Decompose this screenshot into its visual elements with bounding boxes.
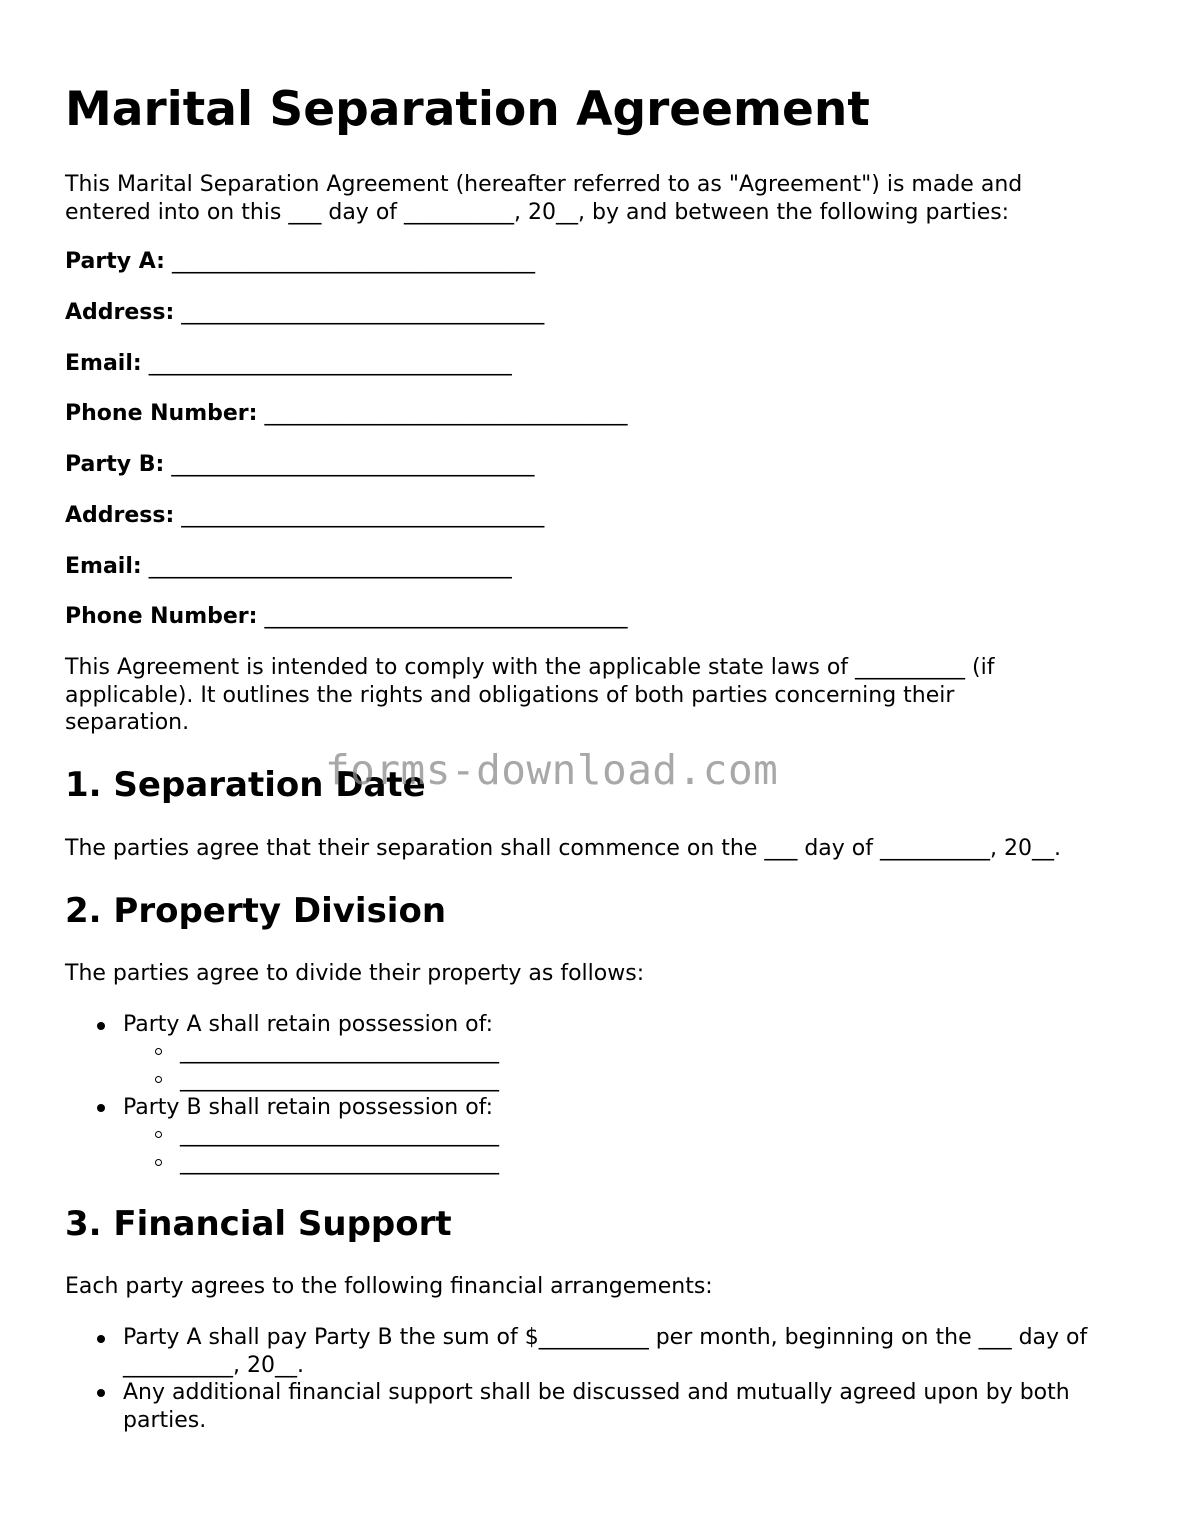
party-a-phone-field[interactable] [65, 400, 627, 428]
party-b-address-label: Address: [65, 503, 175, 528]
section-2-text: The parties agree to divide their property as follows: [65, 961, 645, 986]
party-b-email-label: Email: [65, 554, 142, 579]
party-a-email-blank[interactable]: _________________________________ [148, 351, 512, 376]
intro-paragraph: This Marital Separation Agreement (hereafter referred to as "Agreement") is made and entered into on this ___ day of __________, 20__, by and between the following parties: [65, 172, 1023, 225]
list-item-party-b-retain: Party B shall retain possession of: [123, 1095, 494, 1120]
party-b-name-field[interactable] [65, 451, 534, 479]
party-b-property-blank-1[interactable]: _____________________________ [180, 1122, 499, 1147]
section-2-heading: 2. Property Division [65, 891, 447, 931]
party-a-address-blank[interactable]: _________________________________ [181, 300, 545, 325]
party-b-name-blank[interactable]: _________________________________ [171, 452, 535, 477]
circle-bullet-icon [155, 1159, 162, 1166]
section-1-heading: 1. Separation Date [65, 765, 426, 805]
party-a-email-label: Email: [65, 351, 142, 376]
party-a-phone-label: Phone Number: [65, 401, 258, 426]
bullet-icon [97, 1022, 105, 1030]
party-a-property-blank-1[interactable]: _____________________________ [180, 1039, 499, 1064]
party-b-name-label: Party B: [65, 452, 165, 477]
party-b-email-blank[interactable]: _________________________________ [148, 554, 512, 579]
list-item-payment: Party A shall pay Party B the sum of $__________ per month, beginning on the ___ day of __________, 20__. [123, 1325, 1088, 1378]
party-a-address-field[interactable] [65, 299, 544, 327]
page-title: Marital Separation Agreement [65, 82, 870, 137]
section-3-heading: 3. Financial Support [65, 1204, 452, 1244]
party-b-phone-label: Phone Number: [65, 604, 258, 629]
party-a-property-blank-2[interactable]: _____________________________ [180, 1067, 499, 1092]
party-b-address-blank[interactable]: _________________________________ [181, 503, 545, 528]
compliance-paragraph: This Agreement is intended to comply with the applicable state laws of __________ (if applicable). It outlines the rights and obligations of both parties concerning their separation. [65, 655, 995, 735]
circle-bullet-icon [155, 1048, 162, 1055]
party-b-property-blank-2[interactable]: _____________________________ [180, 1150, 499, 1175]
circle-bullet-icon [155, 1076, 162, 1083]
party-a-address-label: Address: [65, 300, 175, 325]
circle-bullet-icon [155, 1131, 162, 1138]
bullet-icon [97, 1104, 105, 1112]
watermark: forms-download.com [325, 746, 779, 794]
list-item-additional-support: Any additional financial support shall be discussed and mutually agreed upon by both parties. [123, 1380, 1070, 1433]
party-b-address-field[interactable] [65, 502, 544, 530]
party-a-name-field[interactable] [65, 248, 535, 276]
party-b-phone-blank[interactable]: _________________________________ [264, 604, 628, 629]
bullet-icon [97, 1335, 105, 1343]
party-a-name-blank[interactable]: _________________________________ [171, 249, 535, 274]
list-item-party-a-retain: Party A shall retain possession of: [123, 1012, 493, 1037]
party-a-email-field[interactable] [65, 350, 512, 378]
bullet-icon [97, 1389, 105, 1397]
party-b-phone-field[interactable] [65, 603, 627, 631]
section-1-text: The parties agree that their separation shall commence on the ___ day of __________, 20__. [65, 836, 1061, 861]
party-b-email-field[interactable] [65, 553, 512, 581]
party-a-name-label: Party A: [65, 249, 165, 274]
party-a-phone-blank[interactable]: _________________________________ [264, 401, 628, 426]
section-3-text: Each party agrees to the following financial arrangements: [65, 1274, 713, 1299]
